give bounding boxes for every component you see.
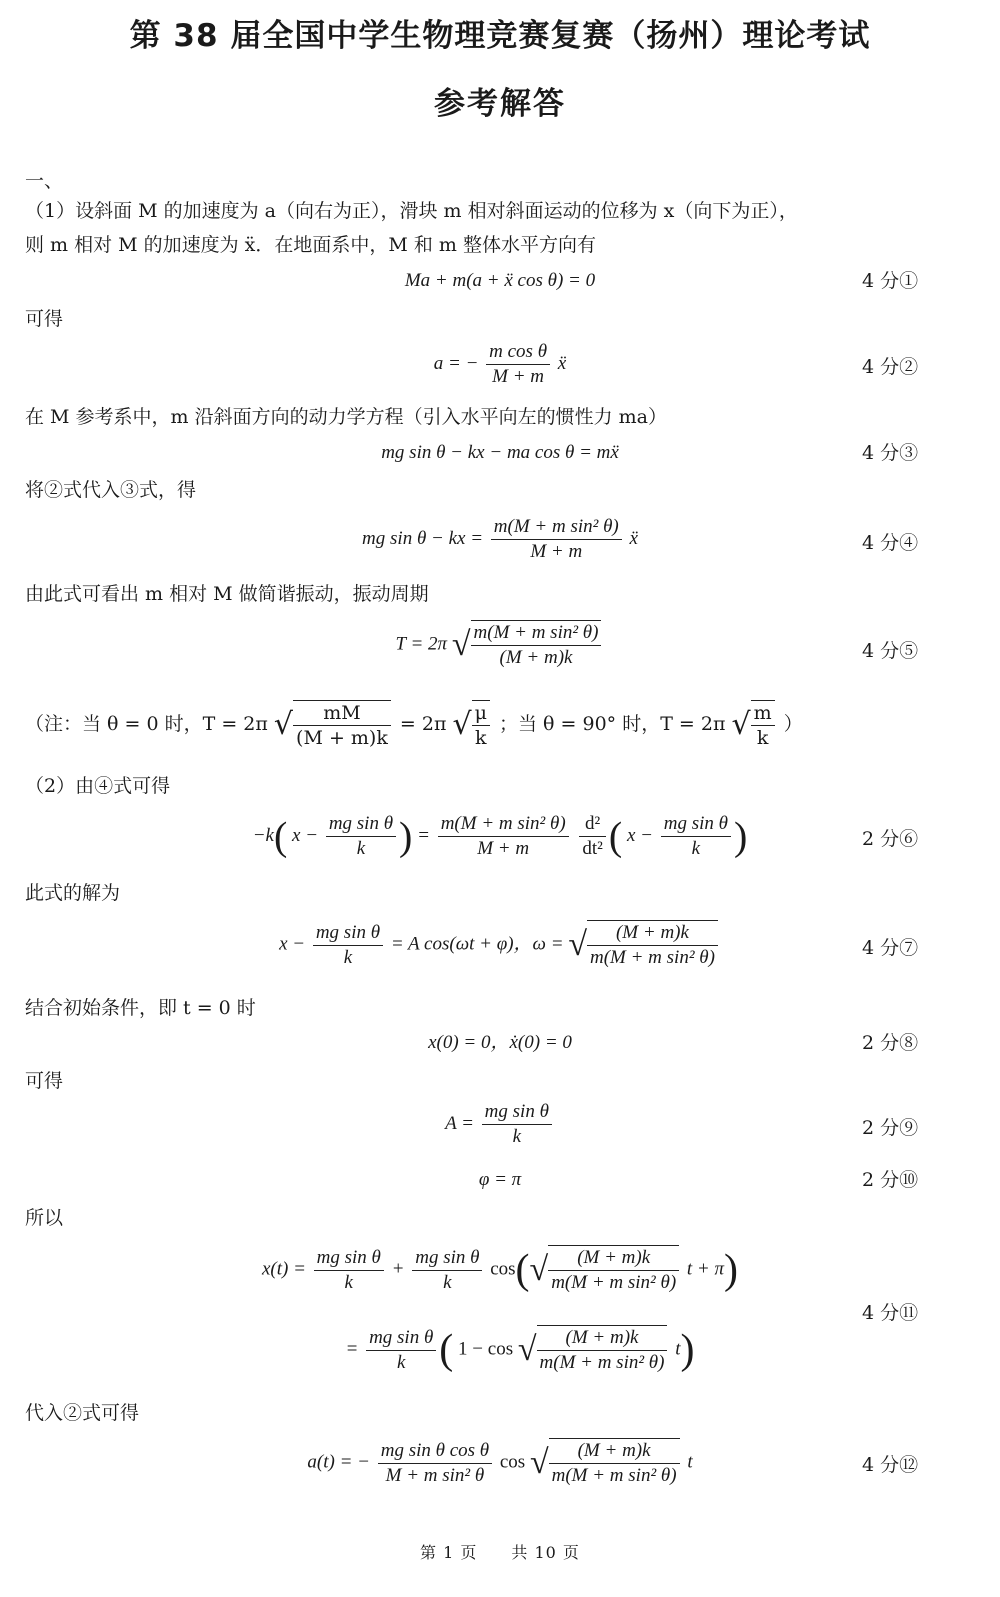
paragraph-11: 代入②式可得	[25, 1402, 140, 1424]
note-line	[25, 700, 803, 750]
eq6-fraction-3	[579, 812, 605, 861]
eq11b-fraction-2	[537, 1325, 668, 1375]
eq12-fraction-2	[549, 1438, 680, 1488]
score-8: 2 分⑧	[862, 1032, 919, 1054]
paren-left: (	[273, 813, 288, 859]
eq12-den-2: m(M + m sin² θ)	[549, 1463, 680, 1488]
note-den-3: k	[751, 725, 775, 750]
paragraph-1b: 则 m 相对 M 的加速度为 ẍ．在地面系中，M 和 m 整体水平方向有	[25, 234, 596, 256]
equation-5	[0, 620, 1000, 670]
paren-left: (	[439, 1327, 454, 1373]
eq11b-num-2: (M + m)k	[565, 1327, 639, 1348]
eq11b-fraction-1	[366, 1326, 436, 1375]
eq11b-num-1: mg sin θ	[369, 1326, 434, 1348]
sqrt-symbol: √	[452, 707, 472, 742]
sqrt-symbol: √	[529, 1251, 549, 1288]
eq7-num-1: mg sin θ	[315, 921, 381, 943]
eq2-tail: ẍ	[557, 352, 567, 374]
equation-4	[0, 515, 1000, 564]
eq4-numerator: m(M + m sin² θ)	[493, 516, 619, 537]
eq2-lhs: a = −	[433, 352, 479, 374]
eq6-d: x −	[626, 824, 653, 846]
eq6-num-4: mg sin θ	[663, 813, 728, 834]
paren-left: (	[515, 1247, 530, 1293]
paren-left: (	[608, 813, 623, 859]
score-1: 4 分①	[862, 270, 919, 292]
eq12-a: a(t) = −	[307, 1451, 370, 1473]
eq4-denominator: M + m	[491, 539, 622, 564]
note-num-2: μ	[474, 702, 487, 724]
eq2-fraction	[486, 340, 550, 389]
eq5-fraction	[471, 620, 602, 670]
equation-11-line-2	[0, 1325, 1000, 1375]
paragraph-2: 可得	[25, 308, 64, 330]
equation-10: φ = π	[478, 1169, 522, 1190]
sqrt-symbol: √	[517, 1331, 537, 1368]
eq11-c: cos	[490, 1258, 516, 1280]
paragraph-6: （2）由④式可得	[25, 775, 171, 797]
eq11b-den-2: m(M + m sin² θ)	[537, 1350, 668, 1375]
eq11b-a: =	[345, 1338, 359, 1360]
eq4-fraction	[491, 515, 622, 564]
equation-8: x(0) = 0，ẋ(0) = 0	[428, 1032, 572, 1053]
section-mark: 一、	[25, 170, 64, 192]
eq9-denominator: k	[482, 1124, 552, 1149]
eq6-num-3: d²	[585, 813, 601, 834]
score-9: 2 分⑨	[862, 1117, 919, 1139]
paren-right: )	[399, 813, 413, 859]
eq11b-den-1: k	[366, 1350, 436, 1375]
eq7-num-2: (M + m)k	[615, 922, 689, 943]
eq7-a: x −	[279, 933, 306, 955]
eq12-c: t	[687, 1451, 693, 1473]
paragraph-5: 由此式可看出 m 相对 M 做简谐振动，振动周期	[25, 583, 429, 605]
sqrt-symbol: √	[273, 707, 294, 742]
equation-12	[0, 1438, 1000, 1488]
page-footer: 第 1 页 共 10 页	[420, 1543, 580, 1562]
note-num-3: m	[753, 702, 772, 724]
equation-7	[0, 920, 1000, 970]
eq9-fraction	[482, 1100, 552, 1149]
note-part-b: = 2π	[399, 713, 447, 735]
eq11b-c: t	[675, 1338, 681, 1360]
note-part-c: ；当 θ = 90° 时，T = 2π	[499, 713, 726, 735]
eq11-b: +	[391, 1258, 405, 1280]
eq11-num-1: mg sin θ	[316, 1246, 381, 1268]
eq12-num-2: (M + m)k	[577, 1440, 651, 1461]
paragraph-9: 可得	[25, 1070, 64, 1092]
eq6-fraction-4	[661, 812, 731, 861]
eq11b-b: 1 − cos	[458, 1338, 514, 1360]
note-den-2: k	[472, 725, 490, 750]
eq11-fraction-2	[412, 1246, 482, 1295]
eq7-den-1: k	[313, 945, 383, 970]
score-3: 4 分③	[862, 442, 919, 464]
score-2: 4 分②	[862, 356, 919, 378]
eq11-a: x(t) =	[261, 1258, 306, 1280]
eq2-denominator: M + m	[486, 364, 550, 389]
eq6-b: x −	[292, 824, 319, 846]
score-11: 4 分⑪	[862, 1302, 919, 1324]
eq6-num-2: m(M + m sin² θ)	[440, 813, 566, 834]
eq6-den-1: k	[326, 836, 396, 861]
eq6-den-2: M + m	[438, 836, 569, 861]
note-part-a: （注：当 θ = 0 时，T = 2π	[25, 713, 268, 735]
eq6-den-4: k	[661, 836, 731, 861]
eq5-numerator: m(M + m sin² θ)	[473, 622, 599, 643]
eq11-den-3: m(M + m sin² θ)	[548, 1270, 679, 1295]
eq11-num-3: (M + m)k	[577, 1247, 651, 1268]
eq7-fraction-2	[587, 920, 718, 970]
score-5: 4 分⑤	[862, 640, 919, 662]
note-part-d: ）	[783, 713, 803, 735]
eq5-lhs: T = 2π	[395, 633, 448, 655]
eq11-d: t + π	[686, 1258, 725, 1280]
equation-1: Ma + m(a + ẍ cos θ) = 0	[404, 270, 596, 291]
note-fraction-2	[472, 700, 490, 750]
equation-2	[0, 340, 1000, 389]
equation-3: mg sin θ − kx − ma cos θ = mẍ	[381, 442, 619, 463]
eq4-lhs: mg sin θ − kx =	[362, 527, 484, 549]
paragraph-1: （1）设斜面 M 的加速度为 a（向右为正），滑块 m 相对斜面运动的位移为 x（向下为正），	[25, 200, 798, 222]
eq12-fraction-1	[378, 1439, 492, 1488]
eq6-fraction-2	[438, 812, 569, 861]
eq12-num-1: mg sin θ cos θ	[380, 1439, 490, 1461]
paragraph-8: 结合初始条件，即 t = 0 时	[25, 997, 256, 1019]
score-6: 2 分⑥	[862, 828, 919, 850]
equation-11-line-1	[0, 1245, 1000, 1295]
paragraph-10: 所以	[25, 1207, 64, 1229]
eq9-numerator: mg sin θ	[484, 1101, 549, 1122]
score-10: 2 分⑩	[862, 1169, 919, 1191]
note-num-1: mM	[323, 702, 361, 724]
eq12-b: cos	[499, 1451, 526, 1473]
eq6-a: −k	[252, 824, 274, 846]
paren-right: )	[680, 1327, 695, 1373]
note-den-1: (M + m)k	[293, 725, 391, 750]
paragraph-4: 将②式代入③式，得	[25, 479, 197, 501]
eq7-den-2: m(M + m sin² θ)	[587, 945, 718, 970]
eq12-den-1: M + m sin² θ	[378, 1463, 492, 1488]
eq6-fraction-1	[326, 812, 396, 861]
sqrt-symbol: √	[529, 1444, 549, 1481]
paren-right: )	[724, 1247, 739, 1293]
eq11-fraction-3	[548, 1245, 679, 1295]
note-fraction-3	[751, 700, 775, 750]
eq9-lhs: A =	[445, 1112, 474, 1134]
score-12: 4 分⑫	[862, 1454, 919, 1476]
eq5-denominator: (M + m)k	[471, 645, 602, 670]
equation-6	[0, 812, 1000, 861]
eq11-num-2: mg sin θ	[415, 1246, 480, 1268]
sqrt-symbol: √	[451, 626, 471, 663]
eq2-numerator: m cos θ	[489, 341, 548, 362]
sqrt-symbol: √	[568, 926, 587, 963]
paragraph-7: 此式的解为	[25, 882, 121, 904]
page-subtitle: 参考解答	[434, 86, 566, 122]
paren-right: )	[733, 813, 748, 859]
eq4-tail: ẍ	[629, 527, 638, 549]
eq7-b: = A cos(ωt + φ)，ω =	[390, 933, 564, 955]
paragraph-3: 在 M 参考系中，m 沿斜面方向的动力学方程（引入水平向左的惯性力 ma）	[25, 406, 667, 428]
eq6-den-3: dt²	[579, 836, 605, 861]
eq11-fraction-1	[314, 1246, 384, 1295]
note-fraction-1	[293, 700, 391, 750]
page-title: 第 38 届全国中学生物理竞赛复赛（扬州）理论考试	[129, 18, 871, 54]
score-4: 4 分④	[862, 532, 919, 554]
eq6-num-1: mg sin θ	[328, 813, 394, 834]
eq6-c: =	[417, 824, 430, 846]
score-7: 4 分⑦	[862, 937, 919, 959]
equation-9	[0, 1100, 1000, 1149]
eq7-fraction-1	[313, 921, 383, 970]
sqrt-symbol: √	[731, 707, 751, 742]
eq11-den-1: k	[314, 1270, 384, 1295]
eq11-den-2: k	[412, 1270, 482, 1295]
